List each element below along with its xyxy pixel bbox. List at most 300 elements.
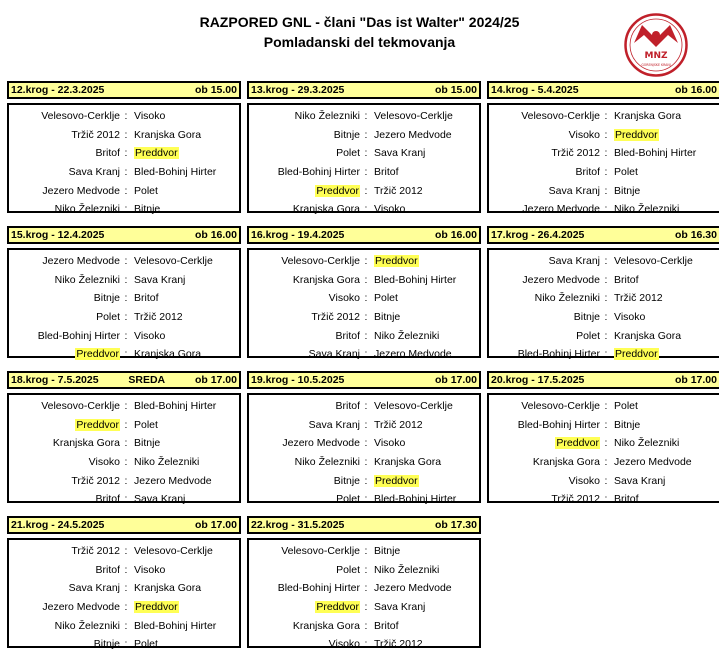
match-row [249, 542, 479, 561]
home-team [489, 203, 600, 215]
away-team [132, 203, 239, 215]
home-team-name: Sava Kranj [68, 582, 120, 595]
round-label: 20.krog - 17.5.2025 [491, 374, 585, 386]
match-row [9, 271, 239, 290]
match-row [9, 345, 239, 364]
away-team-name: Visoko [614, 311, 646, 324]
home-team [249, 255, 360, 267]
home-team [9, 475, 120, 487]
home-team [489, 274, 600, 286]
round-box [487, 81, 719, 216]
home-team [9, 330, 120, 342]
away-team [612, 203, 719, 215]
match-row [9, 490, 239, 509]
match-row [489, 453, 719, 472]
match-row [9, 598, 239, 617]
home-team [489, 292, 600, 304]
match-separator: : [604, 311, 608, 324]
match-row [489, 289, 719, 308]
match-separator: : [364, 418, 368, 431]
match-row [9, 397, 239, 416]
round-label: 13.krog - 29.3.2025 [251, 84, 345, 96]
home-team-name: Jezero Medvode [522, 273, 600, 286]
match-separator: : [124, 184, 128, 197]
match-row [489, 326, 719, 345]
away-team-name: Bled-Bohinj Hirter [614, 147, 697, 160]
match-row [249, 181, 479, 200]
away-team [612, 274, 719, 286]
home-team-name: Bitnje [573, 311, 600, 324]
away-team [132, 564, 239, 576]
match-separator: : [364, 255, 368, 268]
round-header [247, 371, 481, 389]
home-team [249, 564, 360, 576]
match-separator: : [364, 292, 368, 305]
match-row [9, 434, 239, 453]
away-team-name: Preddvor [375, 255, 418, 268]
away-team [612, 110, 719, 122]
round-header [487, 226, 719, 244]
match-separator: : [124, 292, 128, 305]
away-team-name: Tržič 2012 [134, 311, 183, 324]
round-label: 15.krog - 12.4.2025 [11, 229, 105, 241]
away-team [132, 493, 239, 505]
match-separator: : [124, 456, 128, 469]
round-time: ob 17.00 [194, 519, 237, 531]
match-row [249, 345, 479, 364]
away-team-name: Preddvor [135, 601, 178, 614]
home-team-name: Kranjska Gora [292, 273, 360, 286]
match-row [249, 471, 479, 490]
match-separator: : [364, 493, 368, 506]
home-team [9, 620, 120, 632]
away-team [372, 475, 479, 487]
match-separator: : [364, 545, 368, 558]
home-team [9, 456, 120, 468]
match-separator: : [124, 601, 128, 614]
away-team-name: Polet [614, 400, 638, 413]
home-team [9, 166, 120, 178]
match-separator: : [604, 273, 608, 286]
home-team [249, 545, 360, 557]
away-team-name: Tržič 2012 [374, 638, 423, 651]
match-separator: : [364, 582, 368, 595]
match-row [489, 252, 719, 271]
round-box [7, 81, 241, 216]
home-team [489, 456, 600, 468]
away-team-name: Bitnje [134, 437, 161, 450]
match-row [249, 490, 479, 509]
home-team-name: Bled-Bohinj Hirter [277, 582, 360, 595]
round-header [7, 371, 241, 389]
away-team [132, 166, 239, 178]
round-box [247, 226, 481, 361]
match-separator: : [124, 400, 128, 413]
away-team [372, 564, 479, 576]
round-time: ob 17.00 [434, 374, 477, 386]
away-team-name: Tržič 2012 [614, 292, 663, 305]
match-row [9, 181, 239, 200]
home-team-name: Velesovo-Cerklje [521, 110, 600, 123]
match-row [9, 200, 239, 219]
away-team [372, 274, 479, 286]
away-team [612, 255, 719, 267]
home-team-name: Velesovo-Cerklje [41, 110, 120, 123]
match-row [249, 163, 479, 182]
away-team-name: Polet [134, 184, 158, 197]
home-team [249, 348, 360, 360]
match-separator: : [364, 166, 368, 179]
match-row [9, 616, 239, 635]
home-team [9, 255, 120, 267]
home-team [9, 110, 120, 122]
home-team-name: Bled-Bohinj Hirter [37, 329, 120, 342]
away-team-name: Sava Kranj [374, 601, 426, 614]
away-team-name: Bled-Bohinj Hirter [374, 273, 457, 286]
match-row [9, 635, 239, 654]
home-team [489, 147, 600, 159]
match-separator: : [124, 348, 128, 361]
round-box [247, 81, 481, 216]
home-team [489, 185, 600, 197]
round-time: ob 17.00 [194, 374, 237, 386]
match-separator: : [604, 329, 608, 342]
away-team [612, 292, 719, 304]
title-line-2: Pomladanski del tekmovanja [263, 34, 456, 50]
away-team [132, 274, 239, 286]
away-team-name: Sava Kranj [374, 147, 426, 160]
away-team-name: Niko Železniki [614, 437, 680, 450]
match-separator: : [124, 545, 128, 558]
home-team [249, 400, 360, 412]
match-separator: : [124, 437, 128, 450]
home-team-name: Preddvor [316, 601, 359, 614]
away-team [132, 129, 239, 141]
title-line-1: RAZPORED GNL - člani "Das ist Walter" 2024/25 [199, 14, 520, 30]
match-row [9, 144, 239, 163]
home-team-name: Tržič 2012 [71, 128, 120, 141]
match-row [9, 561, 239, 580]
away-team-name: Sava Kranj [614, 474, 666, 487]
match-row [249, 397, 479, 416]
round-label: 17.krog - 26.4.2025 [491, 229, 585, 241]
home-team [9, 185, 120, 197]
away-team-name: Jezero Medvode [374, 128, 452, 141]
match-row [9, 163, 239, 182]
home-team [9, 419, 120, 431]
round-label: 18.krog - 7.5.2025 [11, 374, 99, 386]
away-team [612, 493, 719, 505]
away-team [132, 475, 239, 487]
away-team-name: Niko Železniki [134, 456, 200, 469]
match-row [9, 471, 239, 490]
round-label: 22.krog - 31.5.2025 [251, 519, 345, 531]
round-header [487, 81, 719, 99]
away-team [132, 437, 239, 449]
away-team-name: Velesovo-Cerklje [374, 110, 453, 123]
home-team [249, 475, 360, 487]
home-team-name: Bitnje [333, 128, 360, 141]
home-team [489, 348, 600, 360]
away-team-name: Tržič 2012 [374, 184, 423, 197]
round-matches [7, 248, 241, 361]
away-team [372, 638, 479, 650]
round-box [7, 516, 241, 651]
round-time: ob 16.00 [194, 229, 237, 241]
home-team-name: Britof [95, 563, 120, 576]
match-row [249, 635, 479, 654]
match-separator: : [124, 563, 128, 576]
round-time: ob 17.30 [434, 519, 477, 531]
round-label: 21.krog - 24.5.2025 [11, 519, 105, 531]
home-team [249, 203, 360, 215]
home-team-name: Preddvor [76, 348, 119, 361]
match-separator: : [124, 619, 128, 632]
away-team-name: Bitnje [134, 203, 161, 216]
home-team [489, 255, 600, 267]
home-team-name: Bitnje [333, 474, 360, 487]
home-team [9, 400, 120, 412]
away-team [372, 166, 479, 178]
match-separator: : [604, 456, 608, 469]
round-box [7, 371, 241, 506]
home-team [9, 292, 120, 304]
match-separator: : [364, 474, 368, 487]
match-row [9, 326, 239, 345]
home-team-name: Sava Kranj [68, 166, 120, 179]
home-team-name: Kranjska Gora [292, 619, 360, 632]
match-separator: : [364, 203, 368, 216]
away-team [372, 437, 479, 449]
home-team-name: Velesovo-Cerklje [521, 400, 600, 413]
home-team [249, 419, 360, 431]
home-team-name: Niko Železniki [54, 203, 120, 216]
match-separator: : [364, 147, 368, 160]
match-row [249, 561, 479, 580]
away-team [132, 348, 239, 360]
home-team [489, 437, 600, 449]
home-team-name: Bled-Bohinj Hirter [517, 418, 600, 431]
match-row [489, 181, 719, 200]
away-team-name: Bled-Bohinj Hirter [134, 400, 217, 413]
match-row [249, 326, 479, 345]
away-team [132, 456, 239, 468]
match-separator: : [604, 110, 608, 123]
match-row [9, 308, 239, 327]
home-team [489, 419, 600, 431]
away-team-name: Bled-Bohinj Hirter [134, 619, 217, 632]
away-team-name: Tržič 2012 [374, 418, 423, 431]
match-row [9, 542, 239, 561]
away-team [372, 292, 479, 304]
match-row [9, 453, 239, 472]
round-time: ob 16.00 [434, 229, 477, 241]
match-row [489, 345, 719, 364]
home-team-name: Niko Železniki [54, 619, 120, 632]
away-team-name: Britof [374, 166, 399, 179]
away-team [612, 475, 719, 487]
away-team-name: Niko Železniki [614, 203, 680, 216]
away-team-name: Bled-Bohinj Hirter [134, 166, 217, 179]
away-team-name: Polet [614, 166, 638, 179]
round-box [487, 226, 719, 361]
match-separator: : [124, 329, 128, 342]
match-separator: : [364, 563, 368, 576]
home-team [9, 129, 120, 141]
match-separator: : [604, 184, 608, 197]
away-team-name: Bitnje [614, 184, 641, 197]
home-team-name: Bled-Bohinj Hirter [517, 348, 600, 361]
match-separator: : [364, 437, 368, 450]
away-team [372, 147, 479, 159]
round-box [487, 371, 719, 506]
away-team [372, 601, 479, 613]
home-team [249, 311, 360, 323]
match-separator: : [604, 166, 608, 179]
home-team [489, 129, 600, 141]
home-team [489, 475, 600, 487]
match-row [489, 397, 719, 416]
away-team-name: Britof [614, 493, 639, 506]
away-team [612, 330, 719, 342]
match-separator: : [124, 203, 128, 216]
round-matches [247, 538, 481, 651]
document-title [0, 12, 719, 52]
away-team-name: Kranjska Gora [134, 348, 202, 361]
match-row [489, 200, 719, 219]
match-row [489, 271, 719, 290]
home-team-name: Tržič 2012 [551, 147, 600, 160]
round-time: ob 16.00 [674, 84, 717, 96]
home-team [249, 638, 360, 650]
match-row [489, 308, 719, 327]
home-team [489, 493, 600, 505]
home-team [489, 330, 600, 342]
away-team-name: Velesovo-Cerklje [374, 400, 453, 413]
home-team-name: Visoko [328, 292, 360, 305]
home-team-name: Tržič 2012 [311, 311, 360, 324]
round-matches [247, 248, 481, 361]
match-separator: : [364, 400, 368, 413]
home-team [9, 582, 120, 594]
away-team-name: Visoko [374, 203, 406, 216]
match-row [489, 434, 719, 453]
away-team-name: Britof [134, 292, 159, 305]
round-matches [487, 103, 719, 216]
home-team [249, 437, 360, 449]
home-team-name: Sava Kranj [308, 348, 360, 361]
match-row [249, 416, 479, 435]
away-team [612, 129, 719, 141]
home-team [249, 129, 360, 141]
home-team [249, 274, 360, 286]
away-team-name: Jezero Medvode [374, 348, 452, 361]
match-separator: : [124, 311, 128, 324]
home-team-name: Sava Kranj [548, 184, 600, 197]
home-team-name: Niko Železniki [294, 456, 360, 469]
away-team [372, 620, 479, 632]
match-row [249, 453, 479, 472]
away-team-name: Polet [374, 292, 398, 305]
match-separator: : [604, 493, 608, 506]
away-team [612, 185, 719, 197]
away-team-name: Kranjska Gora [374, 456, 442, 469]
home-team [249, 456, 360, 468]
match-row [9, 107, 239, 126]
match-separator: : [604, 400, 608, 413]
home-team [9, 493, 120, 505]
away-team [372, 400, 479, 412]
round-matches [7, 103, 241, 216]
away-team [372, 185, 479, 197]
match-separator: : [364, 110, 368, 123]
match-row [9, 289, 239, 308]
round-matches [247, 393, 481, 506]
match-separator: : [364, 456, 368, 469]
away-team [612, 348, 719, 360]
home-team-name: Britof [95, 493, 120, 506]
home-team [249, 292, 360, 304]
home-team [249, 330, 360, 342]
match-row [249, 579, 479, 598]
match-separator: : [364, 619, 368, 632]
away-team-name: Kranjska Gora [134, 582, 202, 595]
home-team-name: Sava Kranj [548, 255, 600, 268]
away-team [132, 311, 239, 323]
home-team-name: Jezero Medvode [42, 601, 120, 614]
home-team-name: Kranjska Gora [52, 437, 120, 450]
round-label: 19.krog - 10.5.2025 [251, 374, 345, 386]
home-team-name: Velesovo-Cerklje [281, 545, 360, 558]
round-header [7, 81, 241, 99]
home-team-name: Britof [575, 166, 600, 179]
away-team-name: Velesovo-Cerklje [134, 545, 213, 558]
match-row [489, 126, 719, 145]
home-team [9, 274, 120, 286]
match-separator: : [364, 348, 368, 361]
away-team [372, 129, 479, 141]
away-team [612, 400, 719, 412]
away-team [612, 419, 719, 431]
away-team-name: Niko Železniki [374, 563, 440, 576]
round-label: 12.krog - 22.3.2025 [11, 84, 105, 96]
home-team-name: Polet [336, 147, 360, 160]
match-row [9, 416, 239, 435]
match-separator: : [364, 311, 368, 324]
match-row [249, 616, 479, 635]
home-team-name: Bitnje [93, 292, 120, 305]
match-row [249, 289, 479, 308]
away-team-name: Sava Kranj [134, 273, 186, 286]
home-team-name: Kranjska Gora [292, 203, 360, 216]
round-day: SREDA [128, 374, 166, 386]
home-team [9, 601, 120, 613]
home-team-name: Polet [576, 329, 600, 342]
home-team-name: Jezero Medvode [42, 255, 120, 268]
match-separator: : [124, 128, 128, 141]
match-separator: : [124, 255, 128, 268]
schedule-grid [7, 81, 719, 651]
home-team-name: Polet [336, 563, 360, 576]
away-team [372, 311, 479, 323]
away-team [372, 348, 479, 360]
home-team-name: Polet [96, 311, 120, 324]
round-matches [7, 393, 241, 506]
away-team [612, 456, 719, 468]
away-team [372, 255, 479, 267]
away-team-name: Kranjska Gora [614, 329, 682, 342]
match-row [489, 490, 719, 509]
